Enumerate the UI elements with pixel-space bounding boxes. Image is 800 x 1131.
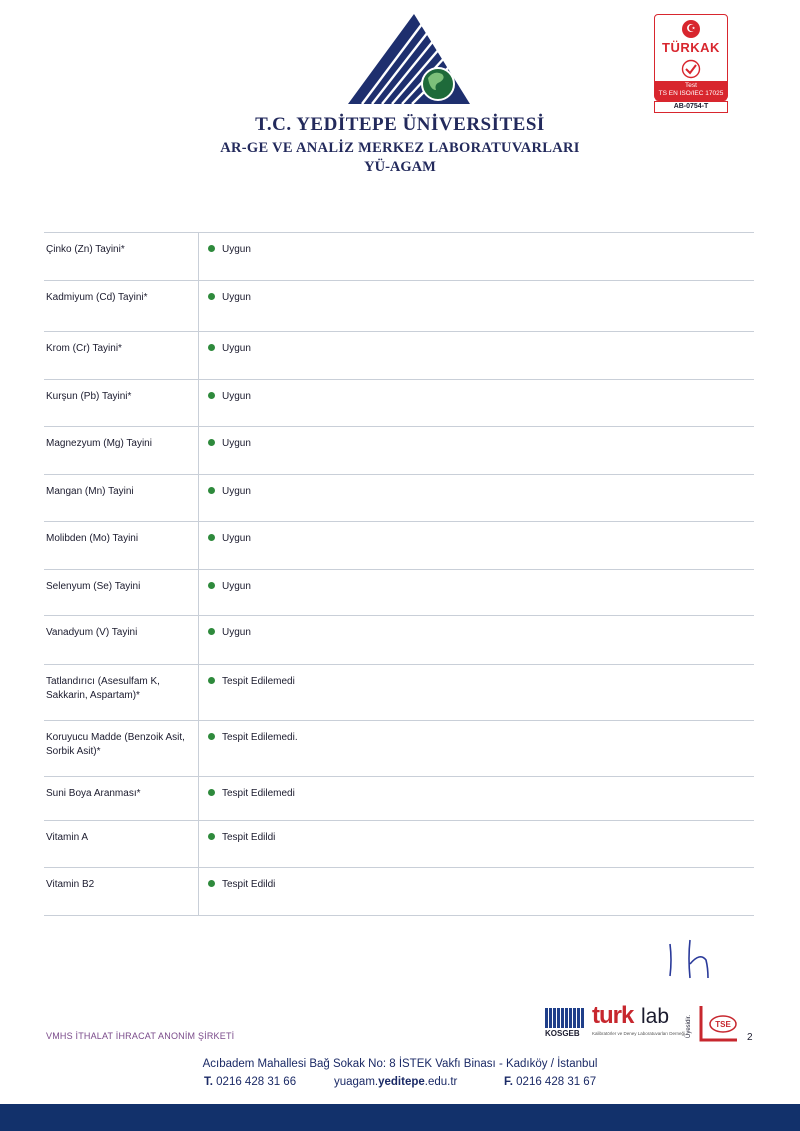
table-row xyxy=(44,475,754,522)
turklab-subtitle: Kalibratörler ve Deney Laboratuvarları Derneği xyxy=(592,1031,686,1036)
table-row xyxy=(44,570,754,616)
fax-prefix: F. xyxy=(504,1076,513,1088)
result-cell xyxy=(208,731,298,745)
column-divider xyxy=(198,233,199,280)
lab-name: AR-GE VE ANALİZ MERKEZ LABORATUVARLARI xyxy=(220,140,580,156)
parameter-cell: Krom (Cr) Tayini* xyxy=(46,343,122,354)
table-row xyxy=(44,233,754,281)
result-text: Uygun xyxy=(222,581,251,592)
table-row xyxy=(44,427,754,475)
result-cell xyxy=(208,437,251,451)
result-text: Uygun xyxy=(222,343,251,354)
crescent-star-icon: ☪ xyxy=(682,20,700,38)
page-number: 2 xyxy=(747,1032,753,1043)
parameter-cell: Vitamin B2 xyxy=(46,879,95,890)
result-text: Uygun xyxy=(222,292,251,303)
result-cell xyxy=(208,291,251,305)
web-bold: yeditepe xyxy=(378,1076,425,1088)
result-cell xyxy=(208,390,251,404)
parameter-cell: Suni Boya Aranması* xyxy=(46,788,141,799)
column-divider xyxy=(198,475,199,521)
tse-text: TSE xyxy=(715,1020,731,1029)
result-text: Tespit Edildi xyxy=(222,879,276,890)
result-cell xyxy=(208,243,251,257)
tel-prefix: T. xyxy=(204,1076,213,1088)
result-cell xyxy=(208,532,251,546)
column-divider xyxy=(198,427,199,474)
results-table xyxy=(44,232,754,916)
accreditation-band xyxy=(655,81,727,101)
column-divider xyxy=(198,281,199,331)
result-text: Uygun xyxy=(222,627,251,638)
parameter-cell: Tatlandırıcı (Asesulfam K, Sakkarin, Aspartam)* xyxy=(46,676,160,701)
parameter-cell: Molibden (Mo) Tayini xyxy=(46,533,139,544)
standard-label: TS EN ISO/IEC 17025 xyxy=(658,90,724,97)
bullet-icon xyxy=(208,534,215,541)
university-name: T.C. YEDİTEPE ÜNİVERSİTESİ xyxy=(255,114,545,135)
result-cell xyxy=(208,626,251,640)
table-row xyxy=(44,380,754,427)
bullet-icon xyxy=(208,392,215,399)
lab-abbreviation: YÜ-AGAM xyxy=(364,159,436,175)
turklab-word-a: turk xyxy=(592,1002,634,1029)
bullet-icon xyxy=(208,487,215,494)
contact-line xyxy=(204,1076,604,1092)
bullet-icon xyxy=(208,245,215,252)
parameter-cell: Kurşun (Pb) Tayini* xyxy=(46,391,132,402)
web-pre: yuagam. xyxy=(334,1076,379,1088)
bullet-icon xyxy=(208,439,215,446)
result-text: Tespit Edilemedi xyxy=(222,676,295,687)
parameter-cell: Koruyucu Madde (Benzoik Asit, Sorbik Asit)* xyxy=(46,732,185,757)
table-row xyxy=(44,616,754,665)
kosgeb-logo xyxy=(545,1008,587,1038)
tse-logo xyxy=(697,1004,741,1042)
result-cell xyxy=(208,342,251,356)
parameter-cell: Vitamin A xyxy=(46,832,89,843)
parameter-cell: Vanadyum (V) Tayini xyxy=(46,627,138,638)
fax-number: 0216 428 31 67 xyxy=(516,1076,597,1088)
column-divider xyxy=(198,570,199,615)
table-row xyxy=(44,777,754,821)
footer-bar xyxy=(0,1104,800,1131)
client-company: VMHS İTHALAT İHRACAT ANONİM ŞİRKETİ xyxy=(46,1031,235,1041)
turklab-logo xyxy=(592,1002,688,1040)
column-divider xyxy=(198,777,199,820)
letterhead-title xyxy=(0,112,800,176)
web-post: .edu.tr xyxy=(424,1076,458,1088)
result-text: Uygun xyxy=(222,244,251,255)
table-row xyxy=(44,522,754,570)
result-cell xyxy=(208,485,251,499)
column-divider xyxy=(198,332,199,379)
turklab-word-b: lab xyxy=(641,1005,670,1028)
table-row xyxy=(44,332,754,380)
table-row xyxy=(44,821,754,868)
result-text: Uygun xyxy=(222,438,251,449)
result-text: Tespit Edildi xyxy=(222,832,276,843)
result-cell xyxy=(208,675,295,689)
bullet-icon xyxy=(208,733,215,740)
yeditepe-logo xyxy=(348,14,470,106)
bullet-icon xyxy=(208,677,215,684)
result-cell xyxy=(208,580,251,594)
result-text: Uygun xyxy=(222,486,251,497)
parameter-cell: Selenyum (Se) Tayini xyxy=(46,581,141,592)
telephone xyxy=(204,1076,296,1088)
column-divider xyxy=(198,868,199,915)
bullet-icon xyxy=(208,833,215,840)
bullet-icon xyxy=(208,293,215,300)
table-row xyxy=(44,281,754,332)
bullet-icon xyxy=(208,628,215,635)
bullet-icon xyxy=(208,344,215,351)
check-icon xyxy=(681,59,701,79)
test-label: Test xyxy=(685,82,697,89)
bullet-icon xyxy=(208,582,215,589)
turkak-accreditation-badge xyxy=(654,14,728,120)
result-cell xyxy=(208,831,275,845)
kosgeb-word: KOSGEB xyxy=(545,1029,580,1038)
result-text: Uygun xyxy=(222,391,251,402)
table-row xyxy=(44,665,754,721)
column-divider xyxy=(198,721,199,776)
column-divider xyxy=(198,616,199,664)
column-divider xyxy=(198,522,199,569)
website[interactable] xyxy=(334,1076,457,1088)
accreditation-code: AB-0754-T xyxy=(654,101,728,113)
kosgeb-mark xyxy=(545,1008,585,1028)
parameter-cell: Mangan (Mn) Tayini xyxy=(46,486,134,497)
parameter-cell: Magnezyum (Mg) Tayini xyxy=(46,438,152,449)
table-row xyxy=(44,868,754,916)
address: Acıbadem Mahallesi Bağ Sokak No: 8 İSTEK Vakfı Binası - Kadıköy / İstanbul xyxy=(202,1058,598,1070)
handwritten-initials xyxy=(660,938,720,982)
result-cell xyxy=(208,787,295,801)
column-divider xyxy=(198,665,199,720)
member-label: Üyesidir. xyxy=(686,1014,692,1038)
tel-number: 0216 428 31 66 xyxy=(216,1076,297,1088)
parameter-cell: Çinko (Zn) Tayini* xyxy=(46,244,125,255)
parameter-cell: Kadmiyum (Cd) Tayini* xyxy=(46,292,148,303)
footer-logos xyxy=(545,1002,741,1042)
fax xyxy=(504,1076,596,1088)
column-divider xyxy=(198,821,199,867)
badge-frame xyxy=(654,14,728,100)
result-text: Tespit Edilemedi xyxy=(222,788,295,799)
table-row xyxy=(44,721,754,777)
membership-note xyxy=(686,1006,694,1040)
result-cell xyxy=(208,878,275,892)
column-divider xyxy=(198,380,199,426)
result-text: Tespit Edilemedi. xyxy=(222,732,298,743)
bullet-icon xyxy=(208,880,215,887)
turkak-brand: TÜRKAK xyxy=(662,40,720,55)
result-text: Uygun xyxy=(222,533,251,544)
bullet-icon xyxy=(208,789,215,796)
